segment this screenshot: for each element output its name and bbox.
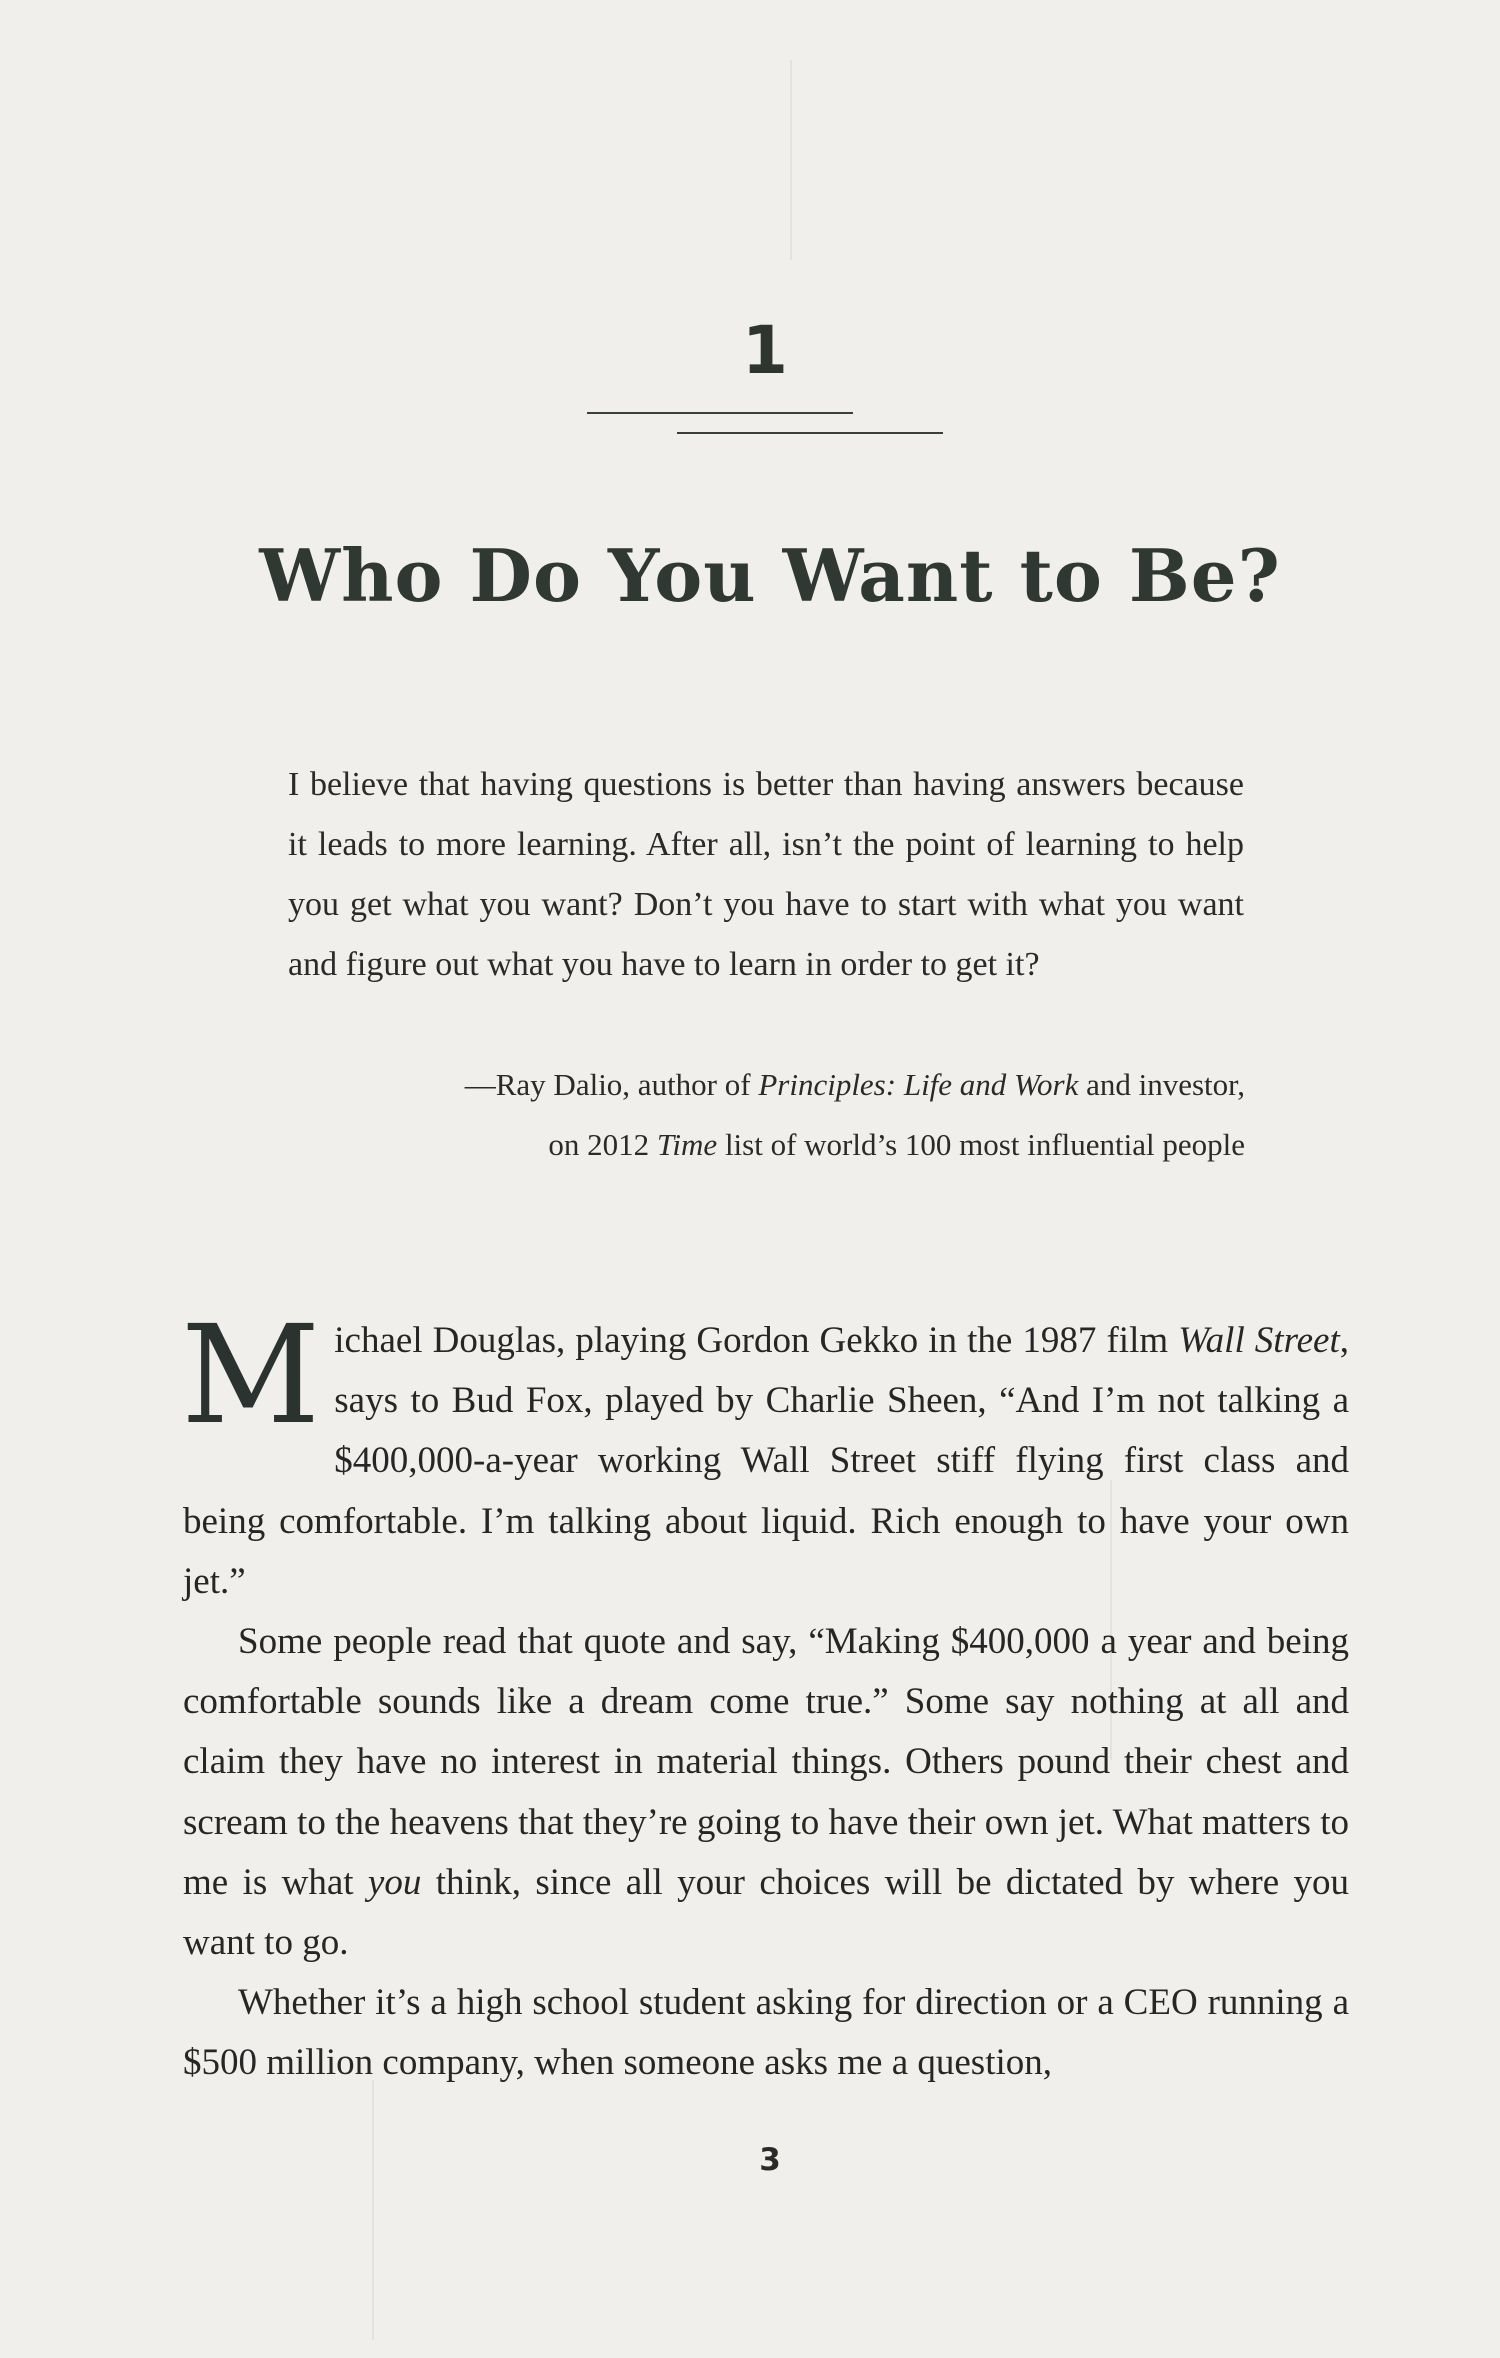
chapter-number: 1 [742, 312, 788, 389]
chapter-title: Who Do You Want to Be? [259, 533, 1281, 618]
paragraph-2 [183, 1612, 1349, 1973]
epigraph-attribution [245, 1055, 1245, 1175]
attribution-line-2 [245, 1115, 1245, 1175]
paragraph-1-text-b: , says to Bud Fox, played by Charlie Sheen, “And I’m not talking a $400,000-a-year working Wall Street stiff flying first class and being comfortable. I’m talking about liquid. Rich enough to have your own jet.” [183, 1320, 1349, 1602]
attribution-magazine: Time [656, 1127, 718, 1162]
attribution-year: on 2012 [548, 1127, 657, 1162]
paragraph-2-text-b: think, since all your choices will be dictated by where you want to go. [183, 1861, 1349, 1964]
paragraph-1 [181, 1297, 1349, 1612]
attribution-line-1 [245, 1055, 1245, 1115]
paragraph-3: Whether it’s a high school student asking for direction or a CEO running a $500 million company, when someone asks me a question, [183, 1982, 1349, 2084]
attribution-author: —Ray Dalio, author of [464, 1067, 759, 1102]
attribution-role: and investor, [1078, 1067, 1245, 1102]
chapter-rule-top [587, 412, 853, 414]
attribution-list: list of world’s 100 most influential people [717, 1127, 1245, 1162]
scan-mark [790, 60, 792, 260]
chapter-rule-bottom [677, 432, 943, 434]
paragraph-1-text-a: ichael Douglas, playing Gordon Gekko in the 1987 film [334, 1320, 1179, 1361]
attribution-book-title: Principles: Life and Work [758, 1067, 1079, 1102]
drop-cap: M [181, 1297, 321, 1455]
film-title: Wall Street [1178, 1320, 1340, 1361]
body-text [181, 1297, 1349, 2094]
epigraph-quote: I believe that having questions is better than having answers because it leads to more learning. After all, isn’t the point of learning to help you get what you want? Don’t you have to start with what you want and figure out what you have to learn in order to get it? [288, 766, 1244, 983]
paragraph-2-text-a: Some people read that quote and say, “Making $400,000 a year and being comfortable sounds like a dream come true.” Some say nothing at all and claim they have no interest in material things. Others pound their chest and scream to the heavens that they’re going to have their own jet. What matters to me is what [183, 1621, 1349, 1903]
emphasis-you: you [367, 1861, 422, 1903]
scan-mark [372, 2080, 374, 2340]
page-number: 3 [759, 2142, 781, 2178]
